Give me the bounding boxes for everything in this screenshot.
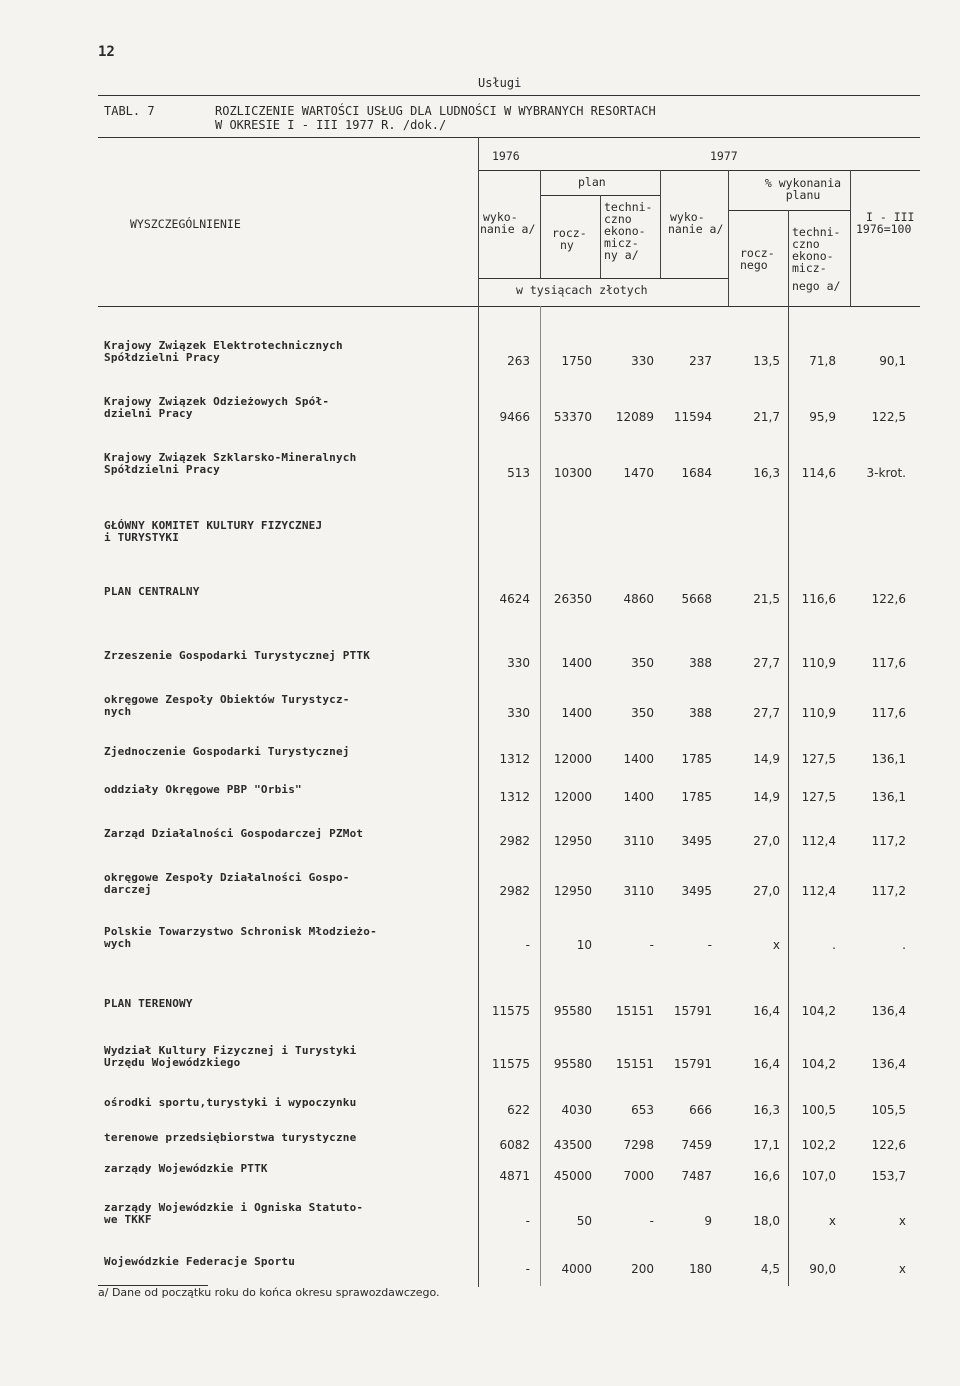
section-label: Usługi	[478, 76, 522, 90]
cell-col-2: 53370	[553, 410, 592, 424]
cell-col-3: 7298	[623, 1138, 654, 1152]
cell-col-2: 95580	[553, 1057, 592, 1071]
plan-tech-l5: ny a/	[604, 248, 639, 262]
pct-tech-l5: nego a/	[792, 279, 841, 293]
cell-col-2: 12000	[553, 790, 592, 804]
cell-col-5: 21,5	[753, 592, 780, 606]
row-label-cont: dzielni Pracy	[104, 407, 193, 420]
cell-col-3: 15151	[615, 1057, 654, 1071]
row-label-cont: Spółdzielni Pracy	[104, 351, 220, 364]
cell-col-2: 12950	[553, 884, 592, 898]
cell-col-6: .	[832, 938, 836, 952]
cell-col-2: 50	[576, 1214, 592, 1228]
cell-col-4: 7459	[681, 1138, 712, 1152]
pct-tech-l3: ekono-	[792, 249, 834, 263]
row-label: okręgowe Zespoły Działalności Gospo-	[104, 871, 350, 884]
cell-col-3: -	[649, 1214, 654, 1228]
cell-col-4: 3495	[681, 834, 712, 848]
cell-col-5: 27,7	[753, 706, 780, 720]
cell-col-1: 2982	[499, 884, 530, 898]
cell-col-4: 7487	[681, 1169, 712, 1183]
cell-col-1: -	[525, 1214, 530, 1228]
cell-col-4: 3495	[681, 884, 712, 898]
cell-col-3: 12089	[615, 410, 654, 424]
cell-col-3: 350	[631, 656, 654, 670]
cell-col-3: 4860	[623, 592, 654, 606]
cell-col-2: 12000	[553, 752, 592, 766]
wykonanie-1976-l1: wyko-	[483, 210, 518, 224]
row-label: GŁÓWNY KOMITET KULTURY FIZYCZNEJ	[104, 519, 323, 532]
cell-col-4: -	[707, 938, 712, 952]
cell-col-5: 27,7	[753, 656, 780, 670]
table-label: TABL. 7	[104, 104, 155, 118]
cell-col-7: 90,1	[879, 354, 906, 368]
cell-col-4: 1785	[681, 752, 712, 766]
cell-col-3: 350	[631, 706, 654, 720]
plan-tech-l3: ekono-	[604, 224, 646, 238]
row-label: Krajowy Związek Odzieżowych Spół-	[104, 395, 330, 408]
cell-col-2: 43500	[553, 1138, 592, 1152]
cell-col-3: 1400	[623, 790, 654, 804]
wykonanie-1976-l2: nanie a/	[480, 222, 536, 236]
cell-col-6: 127,5	[801, 752, 836, 766]
cell-col-7: 117,6	[871, 656, 906, 670]
cell-col-3: 200	[631, 1262, 654, 1276]
cell-col-5: 16,4	[753, 1004, 780, 1018]
row-label-cont: Urzędu Wojewódzkiego	[104, 1056, 241, 1069]
cell-col-5: 13,5	[753, 354, 780, 368]
row-label-cont: darczej	[104, 883, 152, 896]
row-label: Zrzeszenie Gospodarki Turystycznej PTTK	[104, 649, 371, 662]
row-label-cont: Spółdzielni Pracy	[104, 463, 220, 476]
row-label: zarządy Wojewódzkie PTTK	[104, 1162, 268, 1175]
row-label: okręgowe Zespoły Obiektów Turystycz-	[104, 693, 350, 706]
cell-col-1: 263	[507, 354, 530, 368]
cell-col-6: 95,9	[809, 410, 836, 424]
cell-col-6: 110,9	[801, 656, 836, 670]
cell-col-6: 104,2	[801, 1004, 836, 1018]
header-top-rule	[98, 137, 920, 138]
cell-col-1: 622	[507, 1103, 530, 1117]
cell-col-7: 153,7	[871, 1169, 906, 1183]
cell-col-7: 122,6	[871, 1138, 906, 1152]
cell-col-4: 388	[689, 706, 712, 720]
cell-col-1: 11575	[491, 1004, 530, 1018]
cell-col-7: 105,5	[871, 1103, 906, 1117]
cell-col-2: 4030	[561, 1103, 592, 1117]
cell-col-6: 114,6	[801, 466, 836, 480]
cell-col-3: 15151	[615, 1004, 654, 1018]
cell-col-3: 1400	[623, 752, 654, 766]
cell-col-7: 117,6	[871, 706, 906, 720]
cell-col-1: 330	[507, 656, 530, 670]
row-label-cont: wych	[104, 937, 132, 950]
cell-col-1: 9466	[499, 410, 530, 424]
cell-col-7: 136,1	[871, 752, 906, 766]
row-label: Wojewódzkie Federacje Sportu	[104, 1255, 296, 1268]
cell-col-5: 16,3	[753, 1103, 780, 1117]
column-label: WYSZCZEGÓLNIENIE	[130, 217, 241, 231]
row-label: Zjednoczenie Gospodarki Turystycznej	[104, 745, 350, 758]
cell-col-3: 1470	[623, 466, 654, 480]
cell-col-3: 3110	[623, 884, 654, 898]
cell-col-1: 2982	[499, 834, 530, 848]
cell-col-6: 107,0	[801, 1169, 836, 1183]
cell-col-2: 4000	[561, 1262, 592, 1276]
cell-col-6: 100,5	[801, 1103, 836, 1117]
pct-roczny-l2: nego	[740, 258, 768, 272]
cell-col-1: 1312	[499, 790, 530, 804]
cell-col-5: x	[772, 938, 780, 952]
cell-col-3: 330	[631, 354, 654, 368]
footnote: a/ Dane od początku roku do końca okresu sprawozdawczego.	[98, 1286, 440, 1299]
cell-col-2: 26350	[553, 592, 592, 606]
pct-tech-l2: czno	[792, 237, 820, 251]
cell-col-4: 1785	[681, 790, 712, 804]
cell-col-1: 6082	[499, 1138, 530, 1152]
cell-col-4: 15791	[673, 1004, 712, 1018]
cell-col-4: 388	[689, 656, 712, 670]
cell-col-2: 45000	[553, 1169, 592, 1183]
pct-tech-l4: micz-	[792, 261, 827, 275]
year-1976: 1976	[492, 149, 520, 163]
cell-col-7: 136,4	[871, 1057, 906, 1071]
cell-col-3: -	[649, 938, 654, 952]
row-label: Krajowy Związek Elektrotechnicznych	[104, 339, 343, 352]
cell-col-3: 7000	[623, 1169, 654, 1183]
cell-col-1: -	[525, 1262, 530, 1276]
cell-col-6: 127,5	[801, 790, 836, 804]
percent-plan-header: % wykonania planu	[764, 176, 842, 202]
row-label-cont: i TURYSTYKI	[104, 531, 180, 544]
cell-col-4: 666	[689, 1103, 712, 1117]
cell-col-5: 18,0	[753, 1214, 780, 1228]
unit-label: w tysiącach złotych	[516, 283, 648, 297]
row-label: Polskie Towarzystwo Schronisk Młodzieżo-	[104, 925, 377, 938]
row-label: ośrodki sportu,turystyki i wypoczynku	[104, 1096, 357, 1109]
cell-col-7: 3-krot.	[866, 466, 906, 480]
pct-roczny-l1: rocz-	[740, 246, 775, 260]
cell-col-2: 1750	[561, 354, 592, 368]
cell-col-6: 112,4	[801, 834, 836, 848]
row-label: PLAN CENTRALNY	[104, 585, 200, 598]
cell-col-2: 10300	[553, 466, 592, 480]
cell-col-5: 27,0	[753, 834, 780, 848]
row-label: Krajowy Związek Szklarsko-Mineralnych	[104, 451, 357, 464]
plan-roczny-l2: ny	[560, 238, 574, 252]
cell-col-4: 5668	[681, 592, 712, 606]
cell-col-5: 21,7	[753, 410, 780, 424]
cell-col-6: 90,0	[809, 1262, 836, 1276]
cell-col-1: 513	[507, 466, 530, 480]
cell-col-5: 4,5	[760, 1262, 780, 1276]
cell-col-7: x	[898, 1214, 906, 1228]
cell-col-4: 11594	[673, 410, 712, 424]
table-title-line2: W OKRESIE I - III 1977 R. /dok./	[215, 118, 447, 132]
table-title: ROZLICZENIE WARTOŚCI USŁUG DLA LUDNOŚCI W WYBRANYCH RESORTACH	[215, 104, 656, 118]
cell-col-6: 104,2	[801, 1057, 836, 1071]
row-label: zarządy Wojewódzkie i Ogniska Statuto-	[104, 1201, 364, 1214]
cell-col-2: 1400	[561, 706, 592, 720]
wykonanie-1977-l1: wyko-	[670, 210, 705, 224]
cell-col-4: 1684	[681, 466, 712, 480]
cell-col-5: 16,6	[753, 1169, 780, 1183]
cell-col-5: 14,9	[753, 752, 780, 766]
cell-col-5: 14,9	[753, 790, 780, 804]
cell-col-1: 4871	[499, 1169, 530, 1183]
plan-roczny-l1: rocz-	[552, 226, 587, 240]
cell-col-4: 180	[689, 1262, 712, 1276]
cell-col-6: 110,9	[801, 706, 836, 720]
cell-col-4: 237	[689, 354, 712, 368]
row-label: PLAN TERENOWY	[104, 997, 193, 1010]
cell-col-1: 1312	[499, 752, 530, 766]
cell-col-6: 116,6	[801, 592, 836, 606]
plan-tech-l2: czno	[604, 212, 632, 226]
row-label: oddziały Okręgowe PBP "Orbis"	[104, 783, 302, 796]
row-label: Wydział Kultury Fizycznej i Turystyki	[104, 1044, 357, 1057]
row-label-cont: we TKKF	[104, 1213, 152, 1226]
pct-tech-l1: techni-	[792, 225, 841, 239]
cell-col-1: 11575	[491, 1057, 530, 1071]
cell-col-2: 95580	[553, 1004, 592, 1018]
plan-tech-l4: micz-	[604, 236, 639, 250]
row-label: terenowe przedsiębiorstwa turystyczne	[104, 1131, 357, 1144]
cell-col-3: 653	[631, 1103, 654, 1117]
cell-col-5: 27,0	[753, 884, 780, 898]
cell-col-5: 16,4	[753, 1057, 780, 1071]
cell-col-1: 330	[507, 706, 530, 720]
row-label-cont: nych	[104, 705, 132, 718]
cell-col-7: 122,6	[871, 592, 906, 606]
cell-col-7: x	[898, 1262, 906, 1276]
cell-col-5: 16,3	[753, 466, 780, 480]
cell-col-6: 102,2	[801, 1138, 836, 1152]
cell-col-5: 17,1	[753, 1138, 780, 1152]
cell-col-1: -	[525, 938, 530, 952]
header-bottom-rule	[98, 306, 920, 307]
cell-col-7: 136,1	[871, 790, 906, 804]
plan-tech-l1: techni-	[604, 200, 653, 214]
cell-col-2: 1400	[561, 656, 592, 670]
cell-col-6: 112,4	[801, 884, 836, 898]
wykonanie-1977-l2: nanie a/	[668, 222, 724, 236]
cell-col-6: x	[828, 1214, 836, 1228]
cell-col-4: 15791	[673, 1057, 712, 1071]
index-header-l1: I - III	[866, 210, 915, 224]
cell-col-1: 4624	[499, 592, 530, 606]
cell-col-6: 71,8	[809, 354, 836, 368]
cell-col-7: 117,2	[871, 834, 906, 848]
plan-header: plan	[578, 175, 606, 189]
cell-col-7: 117,2	[871, 884, 906, 898]
cell-col-7: 136,4	[871, 1004, 906, 1018]
row-label: Zarząd Działalności Gospodarczej PZMot	[104, 827, 364, 840]
cell-col-2: 10	[576, 938, 592, 952]
page-number: 12	[98, 44, 115, 60]
cell-col-2: 12950	[553, 834, 592, 848]
year-1977: 1977	[710, 149, 738, 163]
cell-col-7: 122,5	[871, 410, 906, 424]
cell-col-4: 9	[704, 1214, 712, 1228]
cell-col-3: 3110	[623, 834, 654, 848]
cell-col-7: .	[902, 938, 906, 952]
index-header-l2: 1976=100	[856, 222, 912, 236]
